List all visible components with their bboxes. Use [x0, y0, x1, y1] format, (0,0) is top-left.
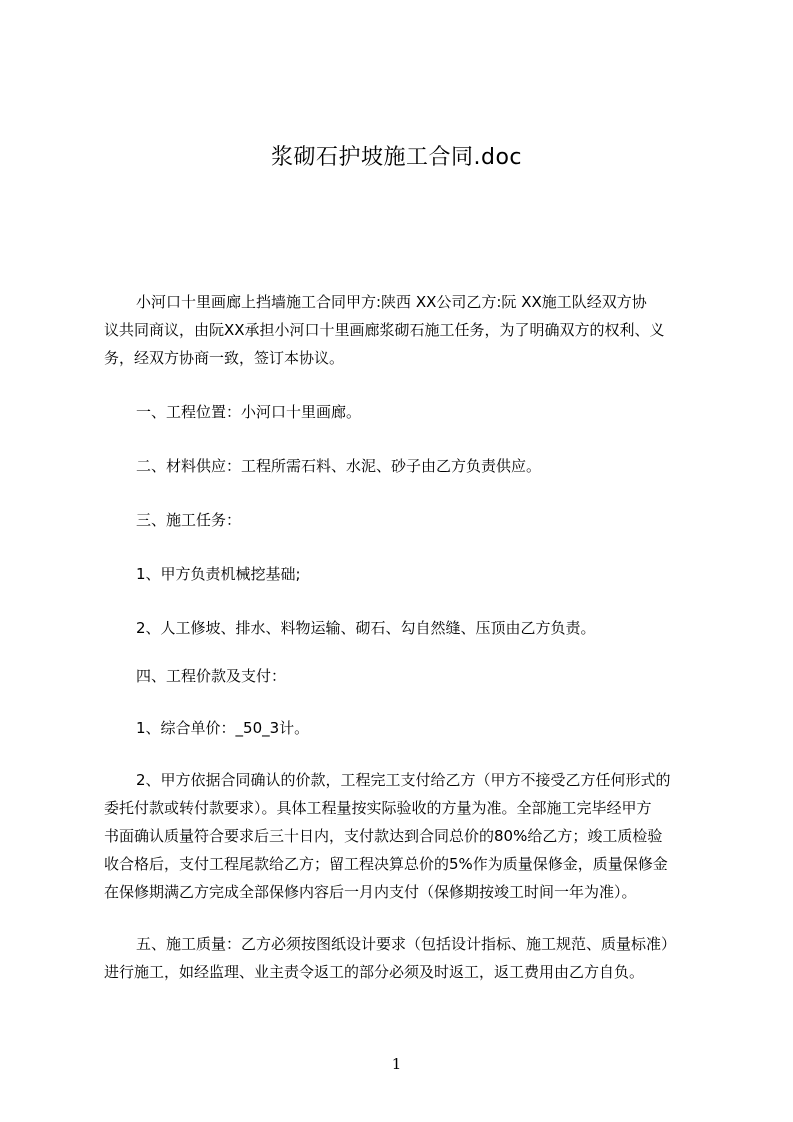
section-materials	[104, 452, 714, 480]
text-line: 小河口十里画廊上挡墙施工合同甲方:陕西 XX公司乙方:阮 XX施工队经双方协	[136, 293, 647, 311]
text-line: 在保修期满乙方完成全部保修内容后一月内支付（保修期按竣工时间一年为准）。	[104, 883, 637, 901]
text-line: 进行施工，如经监理、业主责令返工的部分必须及时返工，返工费用由乙方自负。	[104, 963, 645, 981]
payment-item-1	[104, 714, 714, 742]
text-line: 书面确认质量符合要求后三十日内，支付款达到合同总价的80%给乙方；竣工质检验	[104, 827, 663, 845]
intro-paragraph	[104, 288, 714, 372]
section-location	[104, 398, 714, 426]
text-line: 三、施工任务：	[136, 511, 242, 529]
text-line: 1、综合单价：_50_3计。	[136, 719, 310, 737]
text-line: 二、材料供应：工程所需石料、水泥、砂子由乙方负责供应。	[136, 457, 542, 475]
task-item-2	[104, 614, 714, 642]
document-title: 浆砌石护坡施工合同.doc	[270, 145, 522, 170]
payment-item-2	[104, 766, 714, 906]
text-line: 议共同商议，由阮XX承担小河口十里画廊浆砌石施工任务，为了明确双方的权利、义	[104, 321, 665, 339]
text-line: 2、甲方依据合同确认的价款，工程完工支付给乙方（甲方不接受乙方任何形式的	[136, 771, 671, 789]
text-line: 五、施工质量：乙方必须按图纸设计要求（包括设计指标、施工规范、质量标准）	[136, 935, 677, 953]
task-item-1	[104, 560, 714, 588]
text-line: 委托付款或转付款要求）。具体工程量按实际验收的方量为准。全部施工完毕经甲方	[104, 799, 652, 817]
text-line: 务，经双方协商一致，签订本协议。	[104, 349, 345, 367]
section-quality	[104, 930, 714, 986]
text-line: 四、工程价款及支付：	[136, 667, 287, 685]
text-line: 2、人工修坡、排水、料物运输、砌石、勾自然缝、压顶由乙方负责。	[136, 619, 596, 637]
text-line: 收合格后，支付工程尾款给乙方；留工程决算总价的5%作为质量保修金，质量保修金	[104, 855, 668, 873]
page-number: 1	[391, 1055, 402, 1073]
text-line: 一、工程位置：小河口十里画廊。	[136, 403, 362, 421]
section-tasks-heading	[104, 506, 714, 534]
text-line: 1、甲方负责机械挖基础;	[136, 565, 301, 583]
section-payment-heading	[104, 662, 714, 690]
